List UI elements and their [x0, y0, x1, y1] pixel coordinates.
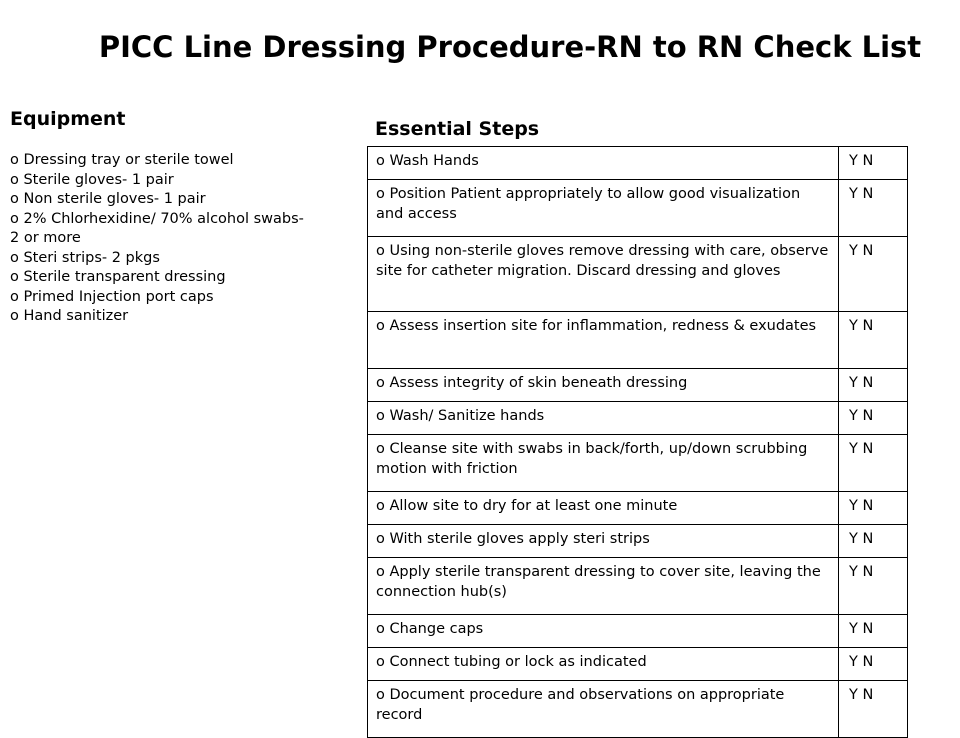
step-cell: o Assess insertion site for inflammation, redness & exudates: [368, 312, 839, 369]
yes-no-cell: Y N: [839, 648, 908, 681]
equipment-item: o Sterile gloves- 1 pair: [10, 171, 174, 188]
step-cell: o With sterile gloves apply steri strips: [368, 525, 839, 558]
yes-no-cell: Y N: [839, 237, 908, 312]
table-row: [368, 369, 908, 402]
yes-no-cell: Y N: [839, 681, 908, 738]
essential-steps-heading: Essential Steps: [375, 118, 540, 140]
yes-no-cell: Y N: [839, 525, 908, 558]
yes-no-cell: Y N: [839, 180, 908, 237]
table-row: [368, 435, 908, 492]
table-row: [368, 492, 908, 525]
step-cell: o Connect tubing or lock as indicated: [368, 648, 839, 681]
step-cell: o Change caps: [368, 615, 839, 648]
table-row: [368, 147, 908, 180]
yes-no-cell: Y N: [839, 402, 908, 435]
step-cell: o Position Patient appropriately to allow good visualization and access: [368, 180, 839, 237]
equipment-item: o Sterile transparent dressing: [10, 269, 226, 285]
table-row: [368, 615, 908, 648]
equipment-item: o Primed Injection port caps: [10, 288, 214, 305]
essential-steps-table: [367, 146, 908, 738]
table-row: [368, 558, 908, 615]
step-cell: o Wash Hands: [368, 147, 839, 180]
step-cell: o Allow site to dry for at least one minute: [368, 492, 839, 525]
yes-no-cell: Y N: [839, 558, 908, 615]
page-title: PICC Line Dressing Procedure-RN to RN Check List: [98, 30, 922, 64]
step-cell: o Wash/ Sanitize hands: [368, 402, 839, 435]
yes-no-cell: Y N: [839, 435, 908, 492]
yes-no-cell: Y N: [839, 312, 908, 369]
equipment-heading: Equipment: [10, 108, 126, 130]
table-row: [368, 402, 908, 435]
yes-no-cell: Y N: [839, 492, 908, 525]
equipment-item: o Dressing tray or sterile towel: [10, 152, 234, 168]
yes-no-cell: Y N: [839, 615, 908, 648]
equipment-item: o Hand sanitizer: [10, 308, 129, 324]
step-cell: o Assess integrity of skin beneath dressing: [368, 369, 839, 402]
equipment-item: o Non sterile gloves- 1 pair: [10, 191, 206, 207]
step-cell: o Using non-sterile gloves remove dressing with care, observe site for catheter migration. Discard dressing and gloves: [368, 237, 839, 312]
table-row: [368, 681, 908, 738]
equipment-list: [10, 151, 315, 327]
yes-no-cell: Y N: [839, 147, 908, 180]
equipment-item: o 2% Chlorhexidine/ 70% alcohol swabs- 2 or more: [10, 210, 304, 246]
yes-no-cell: Y N: [839, 369, 908, 402]
step-cell: o Apply sterile transparent dressing to cover site, leaving the connection hub(s): [368, 558, 839, 615]
table-row: [368, 312, 908, 369]
table-row: [368, 525, 908, 558]
table-row: [368, 648, 908, 681]
step-cell: o Cleanse site with swabs in back/forth, up/down scrubbing motion with friction: [368, 435, 839, 492]
step-cell: o Document procedure and observations on appropriate record: [368, 681, 839, 738]
table-row: [368, 237, 908, 312]
table-row: [368, 180, 908, 237]
equipment-item: o Steri strips- 2 pkgs: [10, 249, 160, 266]
